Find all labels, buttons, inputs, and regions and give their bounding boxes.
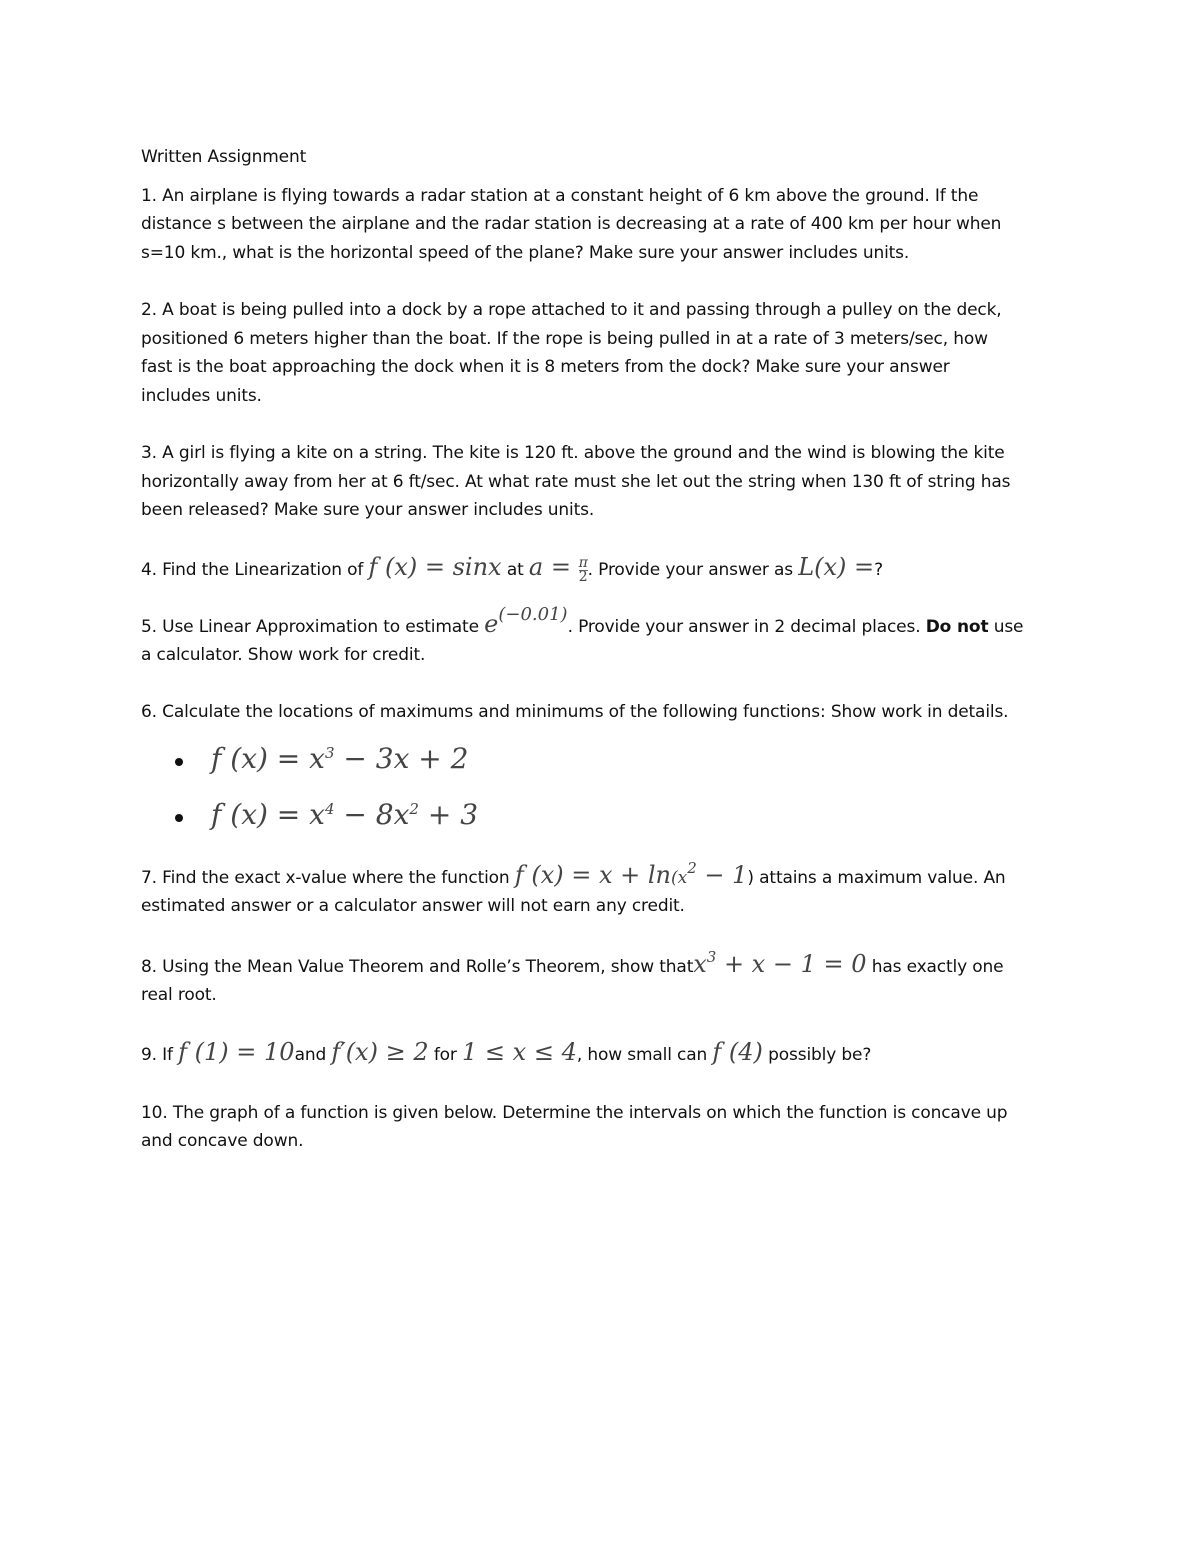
q9-text-5: possibly be? — [762, 1045, 872, 1066]
question-10 — [141, 1099, 1056, 1156]
q6-f2-tail: + 3 — [418, 797, 479, 831]
q8-math-exponent: 3 — [706, 947, 717, 966]
q10-line-1: 10. The graph of a function is given below. Determine the intervals on which the function is concave up — [141, 1102, 1008, 1123]
q5-math-exponent — [498, 603, 568, 638]
q4-math-function: f (x) = sinx — [368, 553, 502, 582]
q4-fraction-denominator: 2 — [578, 569, 588, 586]
q9-text-4: , how small can — [576, 1045, 713, 1066]
q4-text-4: ? — [874, 560, 884, 581]
q4-fraction-numerator: π — [578, 555, 588, 572]
q6-f1-rest: − 3x + 2 — [334, 741, 469, 775]
q6-f2-exponent-2: 2 — [409, 799, 419, 818]
q7-line-1 — [141, 858, 1056, 893]
q4-text-3: . Provide your answer as — [587, 560, 799, 581]
q8-text-2: has exactly one — [866, 956, 1004, 977]
q6-f1-exponent: 3 — [324, 743, 335, 762]
q4-text-1: 4. Find the Linearization of — [141, 560, 369, 581]
q5-math-base: e — [484, 609, 499, 638]
q5-text-1: 5. Use Linear Approximation to estimate — [141, 616, 485, 637]
q10-line-2: and concave down. — [141, 1131, 304, 1152]
q9-text-2: and — [294, 1045, 332, 1066]
question-9 — [141, 1038, 1056, 1070]
q3-line-3: been released? Make sure your answer includes units. — [141, 500, 595, 521]
q2-line-2: positioned 6 meters higher than the boat. If the rope is being pulled in at a rate of 3 meters/sec, how — [141, 328, 988, 349]
q4-math-point: a = — [528, 553, 579, 582]
q9-line-1 — [141, 1038, 1056, 1070]
q9-math-derivative: f′(x) ≥ 2 — [331, 1038, 429, 1067]
q4-text-2: at — [501, 560, 529, 581]
q6-f2-lhs: f (x) = x — [211, 797, 325, 831]
q8-math-x: x — [693, 949, 707, 978]
q8-math-rest: + x − 1 = 0 — [716, 949, 867, 978]
q7-text-1: 7. Find the exact x-value where the function — [141, 867, 515, 888]
question-5 — [141, 603, 1056, 670]
q9-math-initial: f (1) = 10 — [178, 1038, 295, 1067]
q2-line-1: 2. A boat is being pulled into a dock by a rope attached to it and passing through a pulley on the deck, — [141, 299, 1002, 320]
q9-text-3: for — [428, 1045, 463, 1066]
q7-text-2: ) attains a maximum value. An — [747, 867, 1006, 888]
q6-f2-rest: − 8x — [334, 797, 410, 831]
q6-function-2 — [141, 787, 1056, 843]
q6-line-1: 6. Calculate the locations of maximums and minimums of the following functions: Show work in details. — [141, 702, 1009, 723]
q1-line-3: s=10 km., what is the horizontal speed of the plane? Make sure your answer includes units. — [141, 242, 910, 263]
q7-line-2: estimated answer or a calculator answer will not earn any credit. — [141, 896, 685, 917]
q3-line-2: horizontally away from her at 6 ft/sec. At what rate must she let out the string when 130 ft of string has — [141, 471, 1011, 492]
q5-exponent-value: (−0.01) — [498, 603, 568, 625]
q4-line-1 — [141, 553, 1056, 585]
q9-math-f4: f (4) — [712, 1038, 763, 1067]
q3-line-1: 3. A girl is flying a kite on a string. The kite is 120 ft. above the ground and the wind is blowing the kite — [141, 442, 1005, 463]
q7-math-paren: (x — [671, 867, 688, 888]
question-3 — [141, 439, 1056, 525]
q6-f1-lhs: f (x) = x — [211, 741, 325, 775]
q5-text-bold: Do not — [925, 616, 989, 637]
q8-line-1 — [141, 947, 1056, 982]
q8-line-2: real root. — [141, 985, 217, 1006]
q7-math-function: f (x) = x + ln — [514, 860, 671, 889]
document-title: Written Assignment — [141, 147, 307, 167]
q8-text-1: 8. Using the Mean Value Theorem and Rolle’s Theorem, show that — [141, 956, 694, 977]
q5-line-1 — [141, 603, 1056, 642]
q7-math-exponent: 2 — [687, 858, 697, 877]
question-1 — [141, 182, 1056, 268]
q1-line-1: 1. An airplane is flying towards a radar station at a constant height of 6 km above the ground. If the — [141, 185, 979, 206]
q4-math-linearization: L(x) = — [798, 553, 875, 582]
q7-math-rest: − 1 — [696, 860, 748, 889]
q9-text-1: 9. If — [141, 1045, 179, 1066]
document-body — [141, 143, 1056, 1184]
q4-fraction — [579, 557, 588, 584]
q5-line-2: a calculator. Show work for credit. — [141, 645, 426, 666]
q1-line-2: distance s between the airplane and the radar station is decreasing at a rate of 400 km per hour when — [141, 214, 1002, 235]
q6-function-1 — [141, 731, 1056, 787]
q5-text-2: . Provide your answer in 2 decimal places. — [567, 616, 926, 637]
bullet-dot-icon — [175, 814, 183, 822]
q2-line-3: fast is the boat approaching the dock when it is 8 meters from the dock? Make sure your answer — [141, 357, 950, 378]
q2-line-4: includes units. — [141, 385, 262, 406]
q5-text-3: use — [988, 616, 1024, 637]
q6-f2-exponent-1: 4 — [324, 799, 335, 818]
question-7 — [141, 858, 1056, 921]
q9-math-interval: 1 ≤ x ≤ 4 — [462, 1038, 577, 1067]
question-4 — [141, 553, 1056, 585]
question-6 — [141, 698, 1056, 843]
question-8 — [141, 947, 1056, 1010]
question-2 — [141, 296, 1056, 410]
bullet-dot-icon — [175, 758, 183, 766]
q6-function-list — [141, 731, 1056, 843]
